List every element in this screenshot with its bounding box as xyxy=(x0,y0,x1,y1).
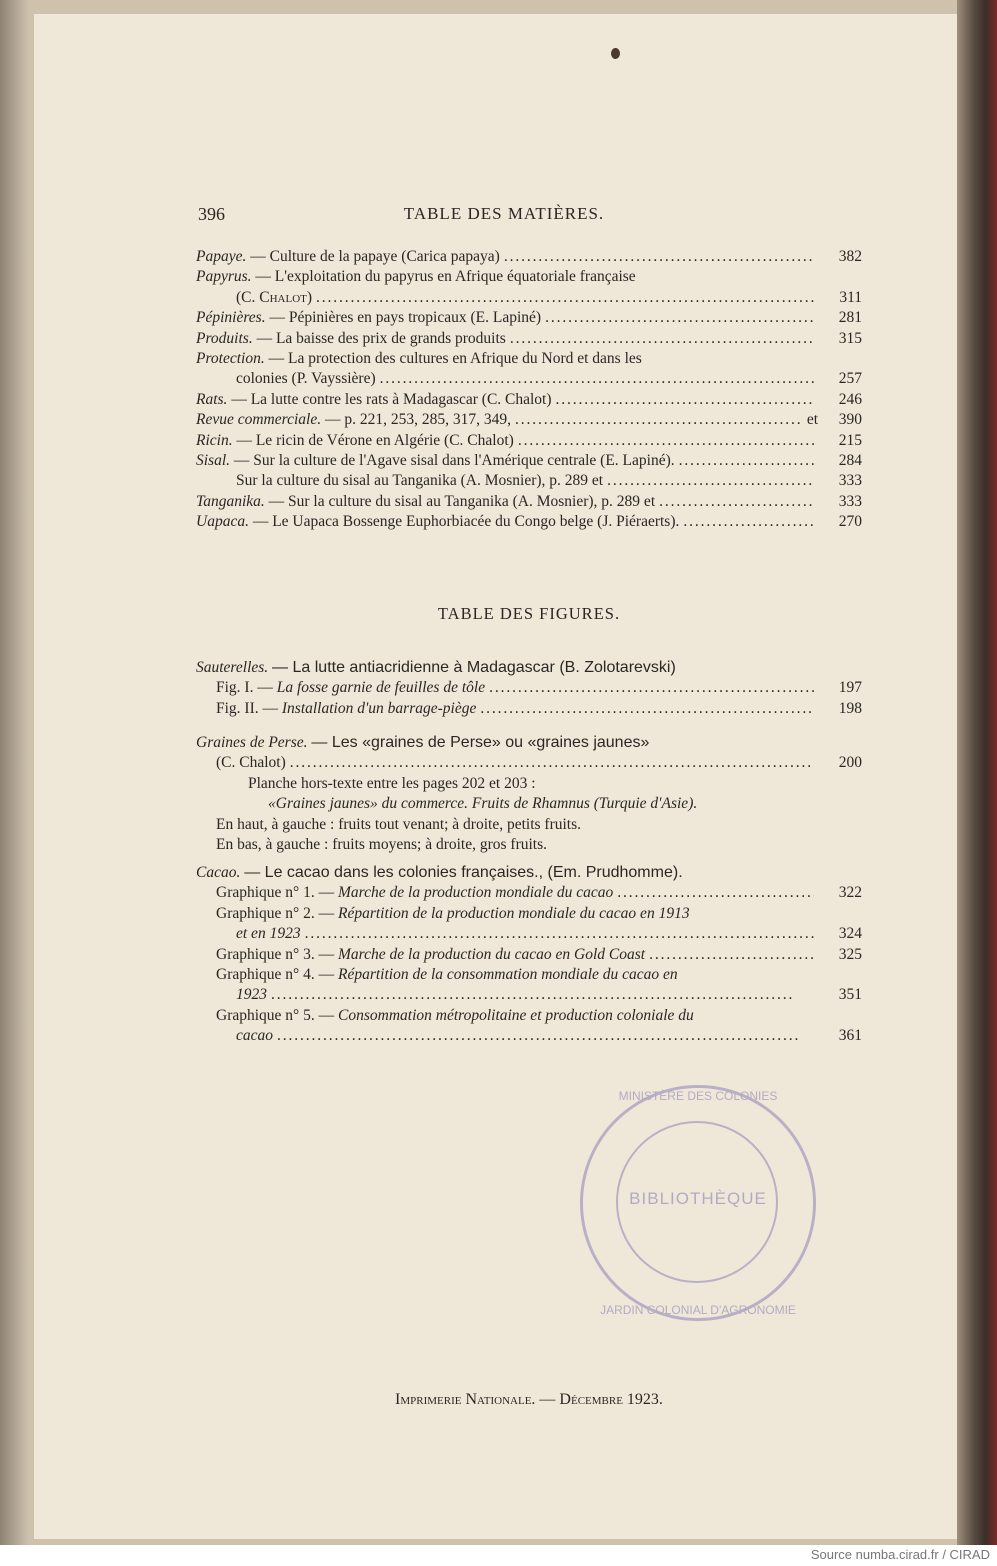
graphique-item xyxy=(196,904,862,924)
entry-cont: (C. Chalot) xyxy=(216,754,286,772)
figures-graines xyxy=(196,733,862,855)
entry-text: — Culture de la papaye (Carica papaya) xyxy=(250,248,500,265)
entry-page: 215 xyxy=(838,431,862,449)
entry-term: Ricin. xyxy=(196,431,233,449)
leader-dots xyxy=(305,924,814,945)
figures-sauterelles xyxy=(196,658,862,719)
cacao-heading xyxy=(196,863,862,883)
matieres-list xyxy=(196,247,862,532)
entry-text: — La protection des cultures en Afrique du Nord et dans les xyxy=(268,349,642,367)
graphique-label: Graphique n° 4. — xyxy=(216,965,335,983)
graphique-cont-text: et en 1923 xyxy=(236,925,301,943)
leader-dots xyxy=(679,451,814,472)
graines-line-bas: En bas, à gauche : fruits moyens; à droite, gros fruits. xyxy=(216,835,548,853)
leader-dots xyxy=(480,699,814,720)
graphique-text: Répartition de la consommation mondiale du cacao en xyxy=(338,965,678,983)
entry-term: Pépinières. xyxy=(196,309,266,327)
leader-dots xyxy=(515,410,803,431)
graphique-item xyxy=(196,883,862,903)
entry-revue xyxy=(196,410,862,430)
graphique-label: Graphique n° 2. — xyxy=(216,904,335,922)
entry-term: Revue commerciale. xyxy=(196,411,322,429)
graines-heading xyxy=(196,733,862,753)
leader-dots xyxy=(504,247,814,268)
graines-planche-caption: «Graines jaunes» du commerce. Fruits de Rhamnus (Turquie d'Asie). xyxy=(268,795,698,813)
entry-text: — Le ricin de Vérone en Algérie (C. Chalot) xyxy=(236,431,514,449)
figure-label: Fig. II. — xyxy=(216,699,278,717)
leader-dots xyxy=(510,329,814,350)
entry-page: 333 xyxy=(838,472,862,490)
entry-term: Sauterelles. xyxy=(196,659,269,676)
graphique-cont xyxy=(196,1026,862,1046)
entry-suffix: et xyxy=(806,411,818,429)
graphique-page: 322 xyxy=(838,884,862,902)
figure-item xyxy=(196,699,862,719)
graphique-text: Consommation métropolitaine et production coloniale du xyxy=(338,1006,694,1024)
entry-page: 390 xyxy=(838,411,862,429)
entry-uapaca xyxy=(196,512,862,532)
running-title: TABLE DES MATIÈRES. xyxy=(403,204,605,223)
entry-term: Uapaca. xyxy=(196,513,249,531)
entry-term: Cacao. xyxy=(196,864,241,881)
graphique-cont-text: 1923 xyxy=(236,986,267,1004)
figure-text: La fosse garnie de feuilles de tôle xyxy=(276,679,486,697)
graphique-item xyxy=(196,945,862,965)
entry-pepinieres xyxy=(196,308,862,328)
leader-dots xyxy=(556,390,814,411)
entry-papaye xyxy=(196,247,862,267)
entry-text: — Pépinières en pays tropicaux (E. Lapiné) xyxy=(269,309,542,327)
graphique-page: 361 xyxy=(838,1027,862,1045)
entry-term: Produits. xyxy=(196,329,253,347)
stamp-ring-text: MINISTÈRE DES COLONIES xyxy=(618,1089,778,1103)
graphique-text: Marche de la production du cacao en Gold Coast xyxy=(338,945,646,963)
figures-title: TABLE DES FIGURES. xyxy=(437,604,621,623)
leader-dots xyxy=(316,288,814,309)
entry-tanganika xyxy=(196,492,862,512)
figures-cacao xyxy=(196,863,862,1047)
entry-term: Papyrus. xyxy=(196,268,252,286)
leader-dots xyxy=(271,985,814,1006)
entry-term: Tanganika. xyxy=(196,492,265,510)
entry-term: Sisal. xyxy=(196,451,231,469)
graphique-label: Graphique n° 5. — xyxy=(216,1006,335,1024)
graphique-item xyxy=(196,965,862,985)
graphique-label: Graphique n° 1. — xyxy=(216,884,335,902)
entry-page: 246 xyxy=(838,390,862,408)
running-header xyxy=(198,204,810,228)
leader-dots xyxy=(380,369,814,390)
leader-dots xyxy=(649,945,814,966)
entry-protection xyxy=(196,349,862,369)
entry-page: 315 xyxy=(838,329,862,347)
entry-page: 382 xyxy=(838,248,862,265)
leader-dots xyxy=(659,492,814,513)
entry-page: 311 xyxy=(839,288,862,306)
figure-page: 198 xyxy=(838,699,862,717)
entry-page: 281 xyxy=(838,309,862,327)
entry-cont: colonies (P. Vayssière) xyxy=(236,370,376,388)
graphique-text: Marche de la production mondiale du cacao xyxy=(338,884,614,902)
entry-text: — Le Uapaca Bossenge Euphorbiacée du Congo belge (J. Piéraerts). xyxy=(252,513,680,531)
entry-term: Rats. xyxy=(196,390,228,408)
entry-title: — La lutte antiacridienne à Madagascar (B. Zolotarevski) xyxy=(272,659,676,676)
figure-label: Fig. I. — xyxy=(216,679,273,697)
graphique-item xyxy=(196,1006,862,1026)
library-stamp xyxy=(580,1085,816,1321)
entry-page: 333 xyxy=(838,492,862,510)
entry-text: — Sur la culture du sisal au Tanganika (A. Mosnier), p. 289 et xyxy=(268,492,656,510)
entry-text: — p. 221, 253, 285, 317, 349, xyxy=(324,411,511,429)
stamp-center-text: BIBLIOTHÈQUE xyxy=(629,1189,767,1208)
graphique-cont xyxy=(196,924,862,944)
graphique-cont-text: cacao xyxy=(236,1027,274,1045)
leader-dots xyxy=(617,883,814,904)
leader-dots xyxy=(277,1026,814,1047)
entry-papyrus xyxy=(196,267,862,287)
entry-page: 257 xyxy=(838,370,862,388)
leader-dots xyxy=(607,471,814,492)
source-credit: Source numba.cirad.fr / CIRAD xyxy=(810,1547,990,1562)
figure-text: Installation d'un barrage-piège xyxy=(281,699,477,717)
entry-term: Graines de Perse. xyxy=(196,734,308,751)
entry-produits xyxy=(196,329,862,349)
graphique-page: 351 xyxy=(838,986,862,1004)
figure-item xyxy=(196,678,862,698)
leader-dots xyxy=(683,512,814,533)
graphique-label: Graphique n° 3. — xyxy=(216,945,335,963)
leader-dots xyxy=(290,753,814,774)
leader-dots xyxy=(489,678,814,699)
entry-cont: (C. Chalot) xyxy=(236,288,313,306)
graphique-page: 324 xyxy=(838,925,862,943)
entry-term: Protection. xyxy=(196,349,265,367)
leader-dots xyxy=(545,308,814,329)
entry-rats xyxy=(196,390,862,410)
graines-cont xyxy=(196,753,862,773)
entry-protection-cont xyxy=(196,369,862,389)
sauterelles-heading xyxy=(196,658,862,678)
entry-title: — Le cacao dans les colonies françaises., (Em. Prudhomme). xyxy=(244,864,683,881)
graines-planche: Planche hors-texte entre les pages 202 et 203 : xyxy=(248,774,536,792)
graphique-page: 325 xyxy=(838,945,862,963)
entry-text: — Sur la culture de l'Agave sisal dans l'Amérique centrale (E. Lapiné). xyxy=(233,451,675,469)
graphique-text: Répartition de la production mondiale du cacao en 1913 xyxy=(338,904,690,922)
entry-title: — Les «graines de Perse» ou «graines jaunes» xyxy=(311,734,650,751)
entry-page: 270 xyxy=(838,513,862,531)
leader-dots xyxy=(518,431,814,452)
page-number: 396 xyxy=(198,204,225,224)
entry-text: — L'exploitation du papyrus en Afrique équatoriale française xyxy=(255,268,636,286)
entry-page: 200 xyxy=(838,754,862,772)
graphique-cont xyxy=(196,985,862,1005)
graines-line-haut: En haut, à gauche : fruits tout venant; à droite, petits fruits. xyxy=(216,815,582,833)
entry-page: 284 xyxy=(838,451,862,469)
entry-sisal xyxy=(196,451,862,471)
entry-text: Sur la culture du sisal au Tanganika (A. Mosnier), p. 289 et xyxy=(236,472,604,490)
entry-text: — La lutte contre les rats à Madagascar (C. Chalot) xyxy=(231,390,552,408)
entry-text: — La baisse des prix de grands produits xyxy=(256,329,506,347)
entry-papyrus-cont xyxy=(196,288,862,308)
entry-sisal-2 xyxy=(196,471,862,491)
entry-term: Papaye. xyxy=(196,248,247,265)
entry-ricin xyxy=(196,431,862,451)
figure-page: 197 xyxy=(838,679,862,697)
printer-footer: Imprimerie Nationale. — Décembre 1923. xyxy=(395,1391,663,1408)
stamp-ring-bottom: JARDIN COLONIAL D'AGRONOMIE xyxy=(600,1302,796,1317)
